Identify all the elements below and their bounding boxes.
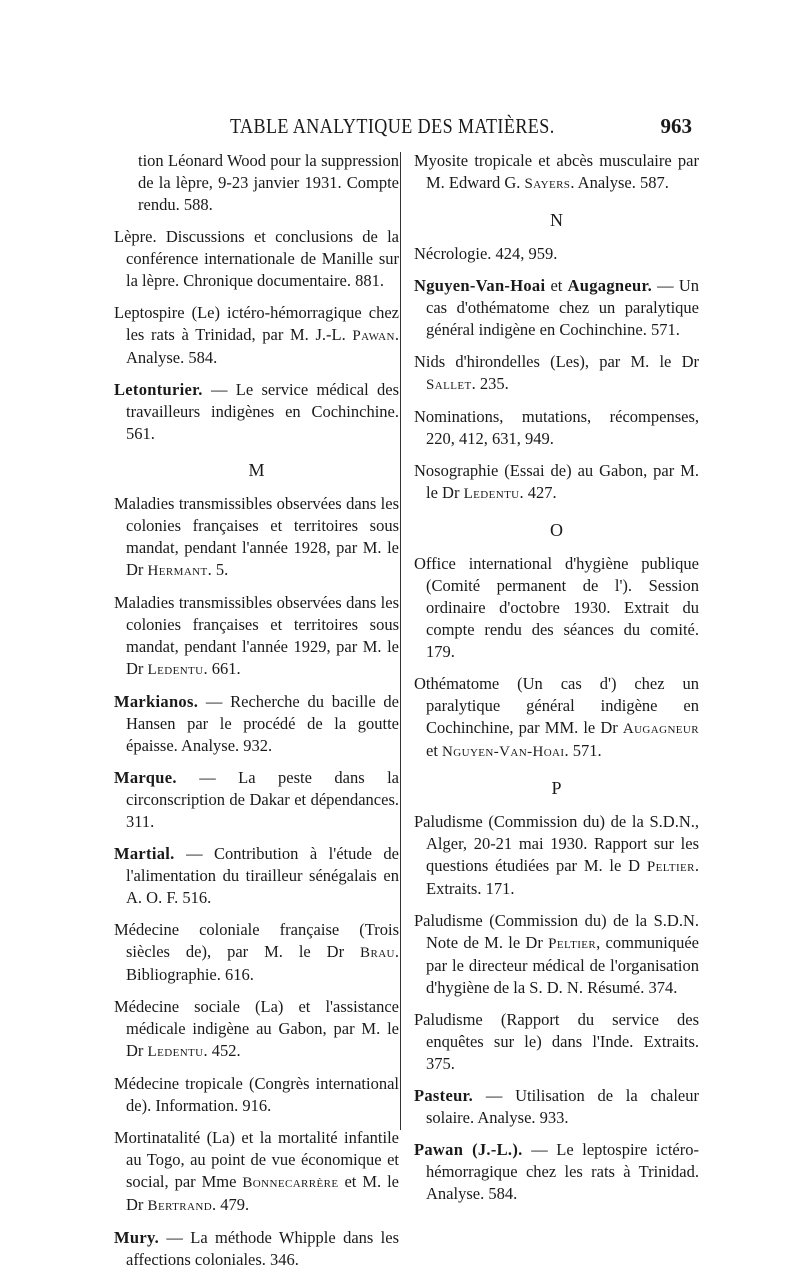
section-letter: P bbox=[551, 778, 562, 798]
index-entry: Nosographie (Essai de) au Gabon, par M. le Dr Ledentu. 427. bbox=[414, 461, 699, 502]
index-entry: Maladies transmissibles observées dans les colonies françaises et territoires sous mandat, pendant l'année 1929, par M. le Dr Ledentu. 661. bbox=[114, 593, 399, 678]
index-entry: Médecine tropicale (Congrès international de). Information. 916. bbox=[114, 1074, 399, 1115]
index-entry: Mortinatalité (La) et la mortalité infantile au Togo, au point de vue économique et social, par Mme Bonnecarrère et M. le Dr Bertrand. 479. bbox=[114, 1128, 399, 1214]
index-entry: Martial. — Contribution à l'étude de l'alimentation du tirailleur sénégalais en A. O. F. 516. bbox=[114, 844, 399, 907]
index-entry: Marque. — La peste dans la circonscription de Dakar et dépendances. 311. bbox=[114, 768, 399, 831]
author-name: Peltier bbox=[548, 936, 597, 952]
author-name: Augagneur bbox=[622, 721, 699, 737]
index-entry: Pawan (J.-L.). — Le leptospire ictéro-hémorragique chez les rats à Trinidad. Analyse. 584. bbox=[414, 1140, 699, 1203]
index-entry: Leptospire (Le) ictéro-hémorragique chez les rats à Trinidad, par M. J.-L. Pawan. Analyse. 584. bbox=[114, 303, 399, 367]
author-name: Sallet bbox=[426, 377, 472, 393]
author-name: Hermant bbox=[147, 563, 208, 579]
index-entry: Maladies transmissibles observées dans les colonies françaises et territoires sous mandat, pendant l'année 1928, par M. le Dr Hermant. 5. bbox=[114, 494, 399, 579]
index-entry: Nids d'hirondelles (Les), par M. le Dr Sallet. 235. bbox=[414, 352, 699, 393]
headword: Markianos. bbox=[114, 692, 199, 711]
headword: Nguyen-Van-Hoai bbox=[414, 276, 546, 295]
right-column bbox=[414, 150, 699, 1215]
index-entry: Médecine sociale (La) et l'assistance médicale indigène au Gabon, par M. le Dr Ledentu. 452. bbox=[114, 997, 399, 1060]
index-entry: Pasteur. — Utilisation de la chaleur solaire. Analyse. 933. bbox=[414, 1086, 699, 1127]
section-letter: M bbox=[248, 460, 265, 480]
index-entry: Office international d'hygiène publique (Comité permanent de l'). Session ordinaire d'octobre 1930. Extrait du compte rendu des séances du comité. 179. bbox=[414, 554, 699, 661]
column-divider bbox=[400, 152, 401, 1130]
index-entry: tion Léonard Wood pour la suppression de la lèpre, 9-23 janvier 1931. Compte rendu. 588. bbox=[138, 151, 399, 214]
index-entry: Nécrologie. 424, 959. bbox=[414, 244, 558, 263]
index-entry: Nguyen-Van-Hoai et Augagneur. — Un cas d'othématome chez un paralytique général indigène en Cochinchine. 571. bbox=[414, 276, 699, 339]
index-entry: Myosite tropicale et abcès musculaire par M. Edward G. Sayers. Analyse. 587. bbox=[414, 151, 699, 192]
index-entry: Markianos. — Recherche du bacille de Hansen par le procédé de la goutte épaisse. Analyse. 932. bbox=[114, 692, 399, 755]
index-entry: Médecine coloniale française (Trois siècles de), par M. le Dr Brau. Bibliographie. 616. bbox=[114, 920, 400, 984]
index-entry: Nominations, mutations, récompenses, 220, 412, 631, 949. bbox=[414, 407, 699, 448]
page-number: 963 bbox=[660, 114, 692, 138]
headword: Pasteur. bbox=[414, 1086, 474, 1105]
headword: Pawan (J.-L.). bbox=[414, 1140, 523, 1159]
page-header bbox=[112, 114, 692, 144]
headword: Letonturier. bbox=[114, 380, 203, 399]
index-entry: Paludisme (Commission du) de la S.D.N. Note de M. le Dr Peltier, communiquée par le directeur médical de l'organisation d'hygiène de la S. D. N. Résumé. 374. bbox=[414, 911, 700, 997]
index-entry: Lèpre. Discussions et conclusions de la conférence internationale de Manille sur la lèpre. Chronique documentaire. 881. bbox=[114, 227, 399, 290]
headword: Mury. bbox=[114, 1228, 160, 1247]
author-name: Nguyen-Van-Hoai bbox=[442, 744, 565, 760]
author-name: Bertrand bbox=[147, 1198, 213, 1214]
headword: Marque. bbox=[114, 768, 177, 787]
author-name: Ledentu bbox=[147, 1044, 204, 1060]
author-name: Ledentu bbox=[147, 662, 204, 678]
author-name: Ledentu bbox=[463, 486, 520, 502]
section-letter: N bbox=[550, 210, 563, 230]
author-name: Sayers bbox=[524, 176, 571, 192]
author-name: Pawan bbox=[352, 328, 395, 344]
index-entry: Letonturier. — Le service médical des travailleurs indigènes en Cochinchine. 561. bbox=[114, 380, 399, 443]
index-entry: Paludisme (Commission du) de la S.D.N., Alger, 20-21 mai 1930. Rapport sur les questions étudiées par M. le D Peltier. Extraits. 171. bbox=[414, 812, 699, 898]
headword: Martial. bbox=[114, 844, 175, 863]
page-title: TABLE ANALYTIQUE DES MATIÈRES. bbox=[230, 114, 555, 138]
index-entry: Paludisme (Rapport du service des enquêtes sur le) dans l'Inde. Extraits. 375. bbox=[414, 1010, 699, 1073]
index-entry: Othématome (Un cas d') chez un paralytique général indigène en Cochinchine, par MM. le Dr Augagneur et Nguyen-Van-Hoai. 571. bbox=[414, 674, 699, 760]
author-name: Peltier bbox=[646, 859, 695, 875]
index-entry: Mury. — La méthode Whipple dans les affections coloniales. 346. bbox=[114, 1228, 399, 1269]
section-letter: O bbox=[550, 520, 563, 540]
author-name: Brau bbox=[360, 945, 395, 961]
author-name: Bonnecarrère bbox=[242, 1175, 339, 1191]
headword: Augagneur. bbox=[567, 276, 653, 295]
left-column bbox=[114, 150, 399, 1281]
